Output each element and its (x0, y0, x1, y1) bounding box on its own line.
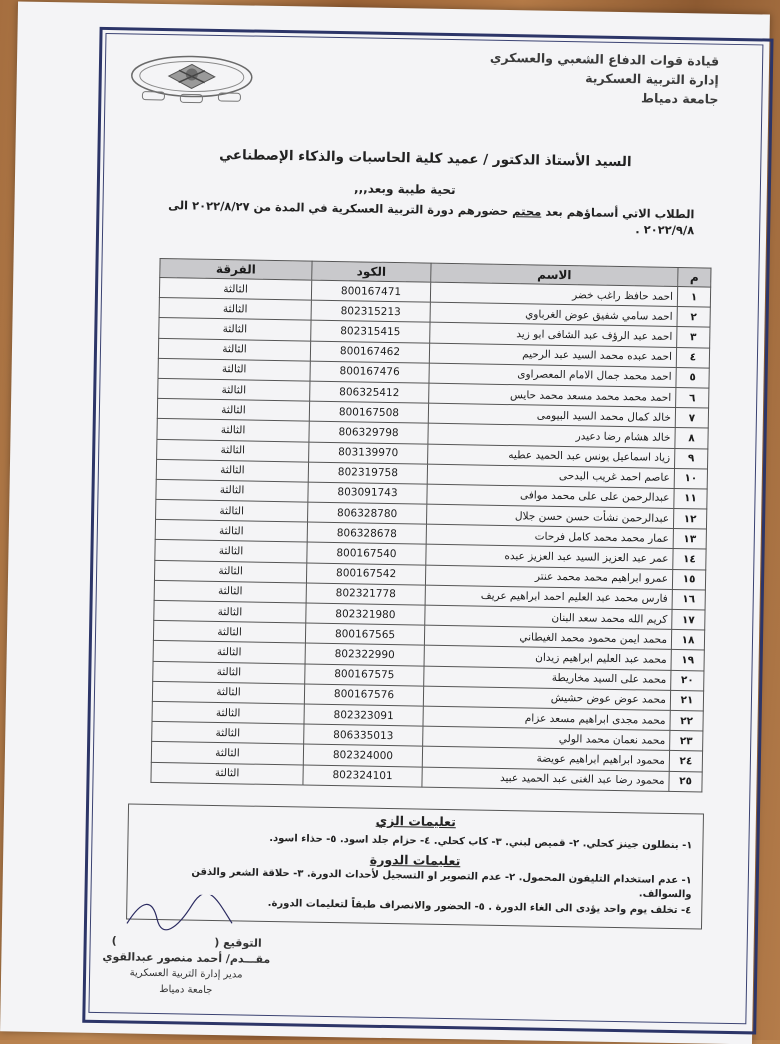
row-year: الثالثة (153, 641, 305, 664)
row-year: الثالثة (151, 762, 303, 785)
document-page (0, 1, 770, 1044)
row-number: ٥ (676, 367, 709, 388)
row-name: محمد مجدى ابراهيم مسعد عزام (423, 706, 670, 730)
row-code: 802321778 (306, 583, 425, 605)
row-year: الثالثة (154, 600, 306, 623)
row-number: ١٦ (672, 589, 705, 610)
row-name: خالد هشام رضا دعيدر (428, 423, 675, 447)
row-year: الثالثة (156, 459, 308, 482)
row-name: عبدالرحمن نشأت حسن حسن جلال (426, 504, 673, 528)
row-year: الثالثة (153, 661, 305, 684)
row-name: عمرو ابراهيم محمد محمد عنتر (425, 565, 672, 589)
row-year: الثالثة (154, 580, 306, 603)
row-year: الثالثة (159, 298, 311, 321)
header-name: الاسم (431, 263, 678, 286)
row-year: الثالثة (159, 318, 311, 341)
row-code: 800167576 (304, 684, 423, 706)
row-code: 802324101 (303, 765, 422, 787)
row-number: ٢٥ (669, 771, 702, 792)
row-year: الثالثة (158, 338, 310, 361)
row-year: الثالثة (158, 358, 310, 381)
row-number: ٣ (677, 327, 710, 348)
row-number: ١٩ (671, 650, 704, 671)
row-code: 806329798 (309, 421, 428, 443)
letterhead (489, 48, 719, 109)
row-name: فارس محمد عبد العليم احمد ابراهيم عريف (425, 585, 672, 609)
row-number: ٨ (675, 428, 708, 449)
handwritten-signature-icon (122, 893, 243, 935)
row-name: محمد على السيد مخاريطة (424, 666, 671, 690)
row-code: 802324000 (303, 744, 422, 766)
row-name: احمد عبد الرؤف عبد الشافى ابو زيد (430, 323, 677, 347)
signature-block (81, 933, 292, 1001)
row-code: 802319758 (308, 462, 427, 484)
row-number: ٢٤ (669, 751, 702, 772)
row-number: ١٤ (673, 549, 706, 570)
row-number: ١١ (674, 488, 707, 509)
row-number: ٢٢ (670, 710, 703, 731)
row-year: الثالثة (152, 701, 304, 724)
row-name: محمود رضا عبد الغنى عبد الحميد عبيد (422, 767, 669, 791)
row-code: 800167476 (310, 361, 429, 383)
row-year: الثالثة (154, 560, 306, 583)
row-year: الثالثة (156, 499, 308, 522)
row-number: ١٧ (672, 609, 705, 630)
row-name: احمد حافظ راغب خضر (430, 282, 677, 306)
row-name: عاصم احمد غريب البدحى (427, 464, 674, 488)
row-number: ٢ (677, 307, 710, 328)
row-code: 800167575 (305, 664, 424, 686)
military-emblem-icon (128, 51, 255, 105)
row-year: الثالثة (156, 479, 308, 502)
signatory-name: مقـــدم/ أحمد منصور عبدالقوي (102, 950, 271, 966)
row-code: 802315213 (311, 300, 430, 322)
row-name: احمد سامي شفيق عوض الغرباوي (430, 302, 677, 326)
row-year: الثالثة (152, 722, 304, 745)
header-num: م (678, 267, 711, 287)
row-code: 806325412 (310, 381, 429, 403)
row-name: احمد محمد جمال الامام المعصراوى (429, 363, 676, 387)
row-name: زياد اسماعيل يونس عبد الحميد عطيه (428, 444, 675, 468)
row-number: ٦ (676, 387, 709, 408)
letterhead-line-1: قيادة قوات الدفاع الشعبي والعسكري (489, 49, 720, 69)
row-code: 800167565 (305, 623, 424, 645)
signature-close: ) (111, 934, 117, 948)
row-number: ١٥ (672, 569, 705, 590)
row-number: ٢١ (670, 690, 703, 711)
row-number: ٤ (676, 347, 709, 368)
row-year: الثالثة (155, 540, 307, 563)
row-number: ٢٣ (670, 731, 703, 752)
signatory-university: جامعة دمياط (159, 984, 213, 996)
intro-part-b: حضورهم دورة التربية العسكرية في المدة من ٢٠٢٢/٨/٢٧ الى ٢٠٢٢/٩/٨ . (168, 198, 695, 238)
letterhead-line-2: إدارة التربية العسكرية (585, 70, 719, 88)
row-code: 802315415 (311, 320, 430, 342)
uniform-instructions-text: ١- بنطلون جينز كحلي. ٢- قميص لبني. ٣- كاب كحلي. ٤- حزام جلد اسود. ٥- حذاء اسود. (269, 832, 693, 852)
row-code: 806328678 (307, 522, 426, 544)
row-code: 800167540 (307, 543, 426, 565)
row-code: 806335013 (304, 724, 423, 746)
row-name: محمد عوض عوض حشيش (423, 686, 670, 710)
row-year: الثالثة (152, 681, 304, 704)
row-name: احمد عبده محمد السيد عبد الرحيم (429, 343, 676, 367)
row-year: الثالثة (155, 520, 307, 543)
row-number: ١٢ (673, 509, 706, 530)
course-instructions-line-1: ١- عدم استخدام التليفون المحمول. ٢- عدم التصوير او التسجيل لأحداث الدورة. ٣- حلاقة الشعر والذقن والسوالف. (191, 866, 692, 901)
row-code: 800167471 (311, 280, 430, 302)
row-name: محمد ايمن محمود محمد الغيطاني (424, 625, 671, 649)
row-name: عمر عبد العزيز السيد عبد العزيز عبده (426, 545, 673, 569)
row-year: الثالثة (157, 399, 309, 422)
row-code: 803091743 (308, 482, 427, 504)
row-year: الثالثة (159, 277, 311, 300)
header-year: الفرقة (160, 258, 312, 280)
row-number: ١٠ (674, 468, 707, 489)
row-code: 806328780 (308, 502, 427, 524)
row-year: الثالثة (158, 378, 310, 401)
row-name: محمود ابراهيم ابراهيم عويضة (422, 746, 669, 770)
row-number: ١٣ (673, 529, 706, 550)
row-name: كريم الله محمد سعد البنان (425, 605, 672, 629)
row-name: عمار محمد محمد كامل فرحات (426, 524, 673, 548)
uniform-instructions-title: تعليمات الزي (375, 812, 457, 830)
row-code: 802321980 (306, 603, 425, 625)
row-number: ٩ (675, 448, 708, 469)
row-name: احمد محمد محمد مسعد محمد حايس (429, 383, 676, 407)
row-code: 800167508 (309, 401, 428, 423)
row-year: الثالثة (157, 419, 309, 442)
row-code: 800167462 (310, 341, 429, 363)
row-code: 802323091 (304, 704, 423, 726)
intro-underlined-word: محتم (512, 204, 542, 219)
row-year: الثالثة (153, 621, 305, 644)
row-name: عبدالرحمن على على محمد موافى (427, 484, 674, 508)
row-number: ١٨ (671, 630, 704, 651)
row-code: 800167542 (306, 563, 425, 585)
course-instructions-title: تعليمات الدورة (369, 851, 461, 869)
row-number: ٧ (675, 408, 708, 429)
students-table-body (151, 277, 711, 791)
row-code: 802322990 (305, 643, 424, 665)
intro-part-a: الطلاب الاتي أسماؤهم بعد (545, 204, 695, 222)
row-number: ٢٠ (671, 670, 704, 691)
row-name: خالد كمال محمد السيد البيومى (428, 403, 675, 427)
row-code: 803139970 (309, 442, 428, 464)
row-number: ١ (677, 286, 710, 307)
header-code: الكود (312, 261, 431, 282)
signatory-title: مدير إدارة التربية العسكرية (129, 967, 243, 981)
students-table (150, 258, 711, 792)
signature-label: التوقيع ( (214, 936, 262, 950)
row-year: الثالثة (157, 439, 309, 462)
row-name: محمد نعمان محمد الولي (423, 726, 670, 750)
row-year: الثالثة (151, 742, 303, 765)
greeting: تحية طيبة وبعد,,, (354, 181, 456, 198)
letterhead-line-3: جامعة دمياط (640, 90, 719, 107)
addressee: السيد الأستاذ الدكتور / عميد كلية الحاسبات والذكاء الإصطناعي (219, 146, 632, 171)
row-name: محمد عبد العليم ابراهيم زيدان (424, 646, 671, 670)
course-instructions-line-2: ٤- تخلف يوم واحد يؤدى الى الغاء الدورة . ٥- الحضور والانصراف طبقاً لتعليمات الدورة. (267, 897, 692, 917)
